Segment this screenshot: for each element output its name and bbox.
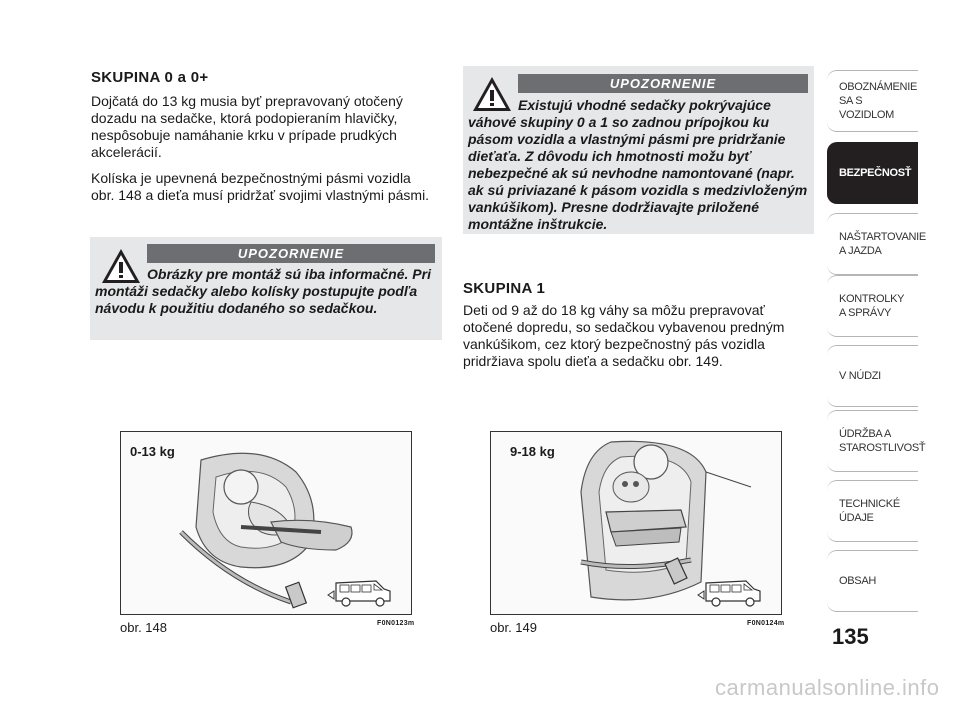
figure-weight-label: 9-18 kg [510,444,555,459]
page-number: 135 [832,624,869,649]
left-body-text [91,93,436,213]
warning-header-right: UPOZORNENIE [518,74,808,93]
van-front-facing-icon [696,575,766,609]
figure-148-code: F0N0123m [377,620,415,627]
figure-149-frame [490,431,782,615]
figure-149-caption: obr. 149 [490,620,537,635]
tab-technicke-udaje[interactable]: TECHNICKÉ ÚDAJE [827,480,918,542]
tab-nastartovanie[interactable]: NAŠTARTOVANIE A JAZDA [827,213,918,275]
tab-udrzba[interactable]: ÚDRŽBA A STAROSTLIVOSŤ [827,410,918,472]
warning-box-right [463,66,814,234]
warning-header-left: UPOZORNENIE [147,244,435,263]
tab-v-nudzi[interactable]: V NÚDZI [827,345,918,407]
warning-text-right: Existujú vhodné sedačky pokrývajúce váhové skupiny 0 a 1 so zadnou prípojkou ku pásom vozidla a vlastnými pásmi pre pridržanie dieťaťa. Z dôvodu ich hmotnosti možu byť nebezpečné ak sú nevhodne namontované (napr. ak sú priviazané k pásom vozidla s medzivloženým vankúšikom). Presne dodržiavajte priložené montážne inštrukcie. [468,97,808,232]
section-heading-group-0: SKUPINA 0 a 0+ [91,69,209,86]
tab-bezpecnost[interactable]: BEZPEČNOSŤ [827,142,918,204]
right-body-text [463,302,808,379]
figure-148-caption: obr. 148 [120,620,167,635]
figure-149-code: F0N0124m [747,620,785,627]
tab-obsah[interactable]: OBSAH [827,550,918,612]
figure-weight-label: 0-13 kg [130,444,175,459]
warning-text-left: Obrázky pre montáž sú iba informačné. Pri montáži sedačky alebo kolísky postupujte podľa návodu k použitiu dodaného so sedačkou. [95,266,431,316]
right-paragraph-1: Deti od 9 až do 18 kg váhy sa môžu prepravovať otočené dopredu, so sedačkou vybavenou predným vankúšikom, cez ktorý bezpečnostný pás vozidla pridržiava spolu dieťa a sedačku obr. 149. [463,302,785,369]
van-rear-facing-icon [326,575,396,609]
figure-148-frame [120,431,412,615]
warning-box-left [90,237,442,340]
left-paragraph-2: Kolíska je upevnená bezpečnostnými pásmi vozidla obr. 148 a dieťa musí pridržať svojimi vlastnými pásmi. [91,170,430,203]
tab-kontrolky[interactable]: KONTROLKY A SPRÁVY [827,275,918,337]
left-paragraph-1: Dojčatá do 13 kg musia byť prepravovaný otočený dozadu na sedačke, ktorá podopieraním hlavičky, nespôsobuje namáhanie krku v prípade prudkých akcelerácií. [91,93,403,160]
watermark-text: carmanualsonline.info [715,675,940,700]
section-heading-group-1: SKUPINA 1 [463,280,546,297]
tab-oboznamenie[interactable]: OBOZNÁMENIE SA S VOZIDLOM [827,70,918,132]
